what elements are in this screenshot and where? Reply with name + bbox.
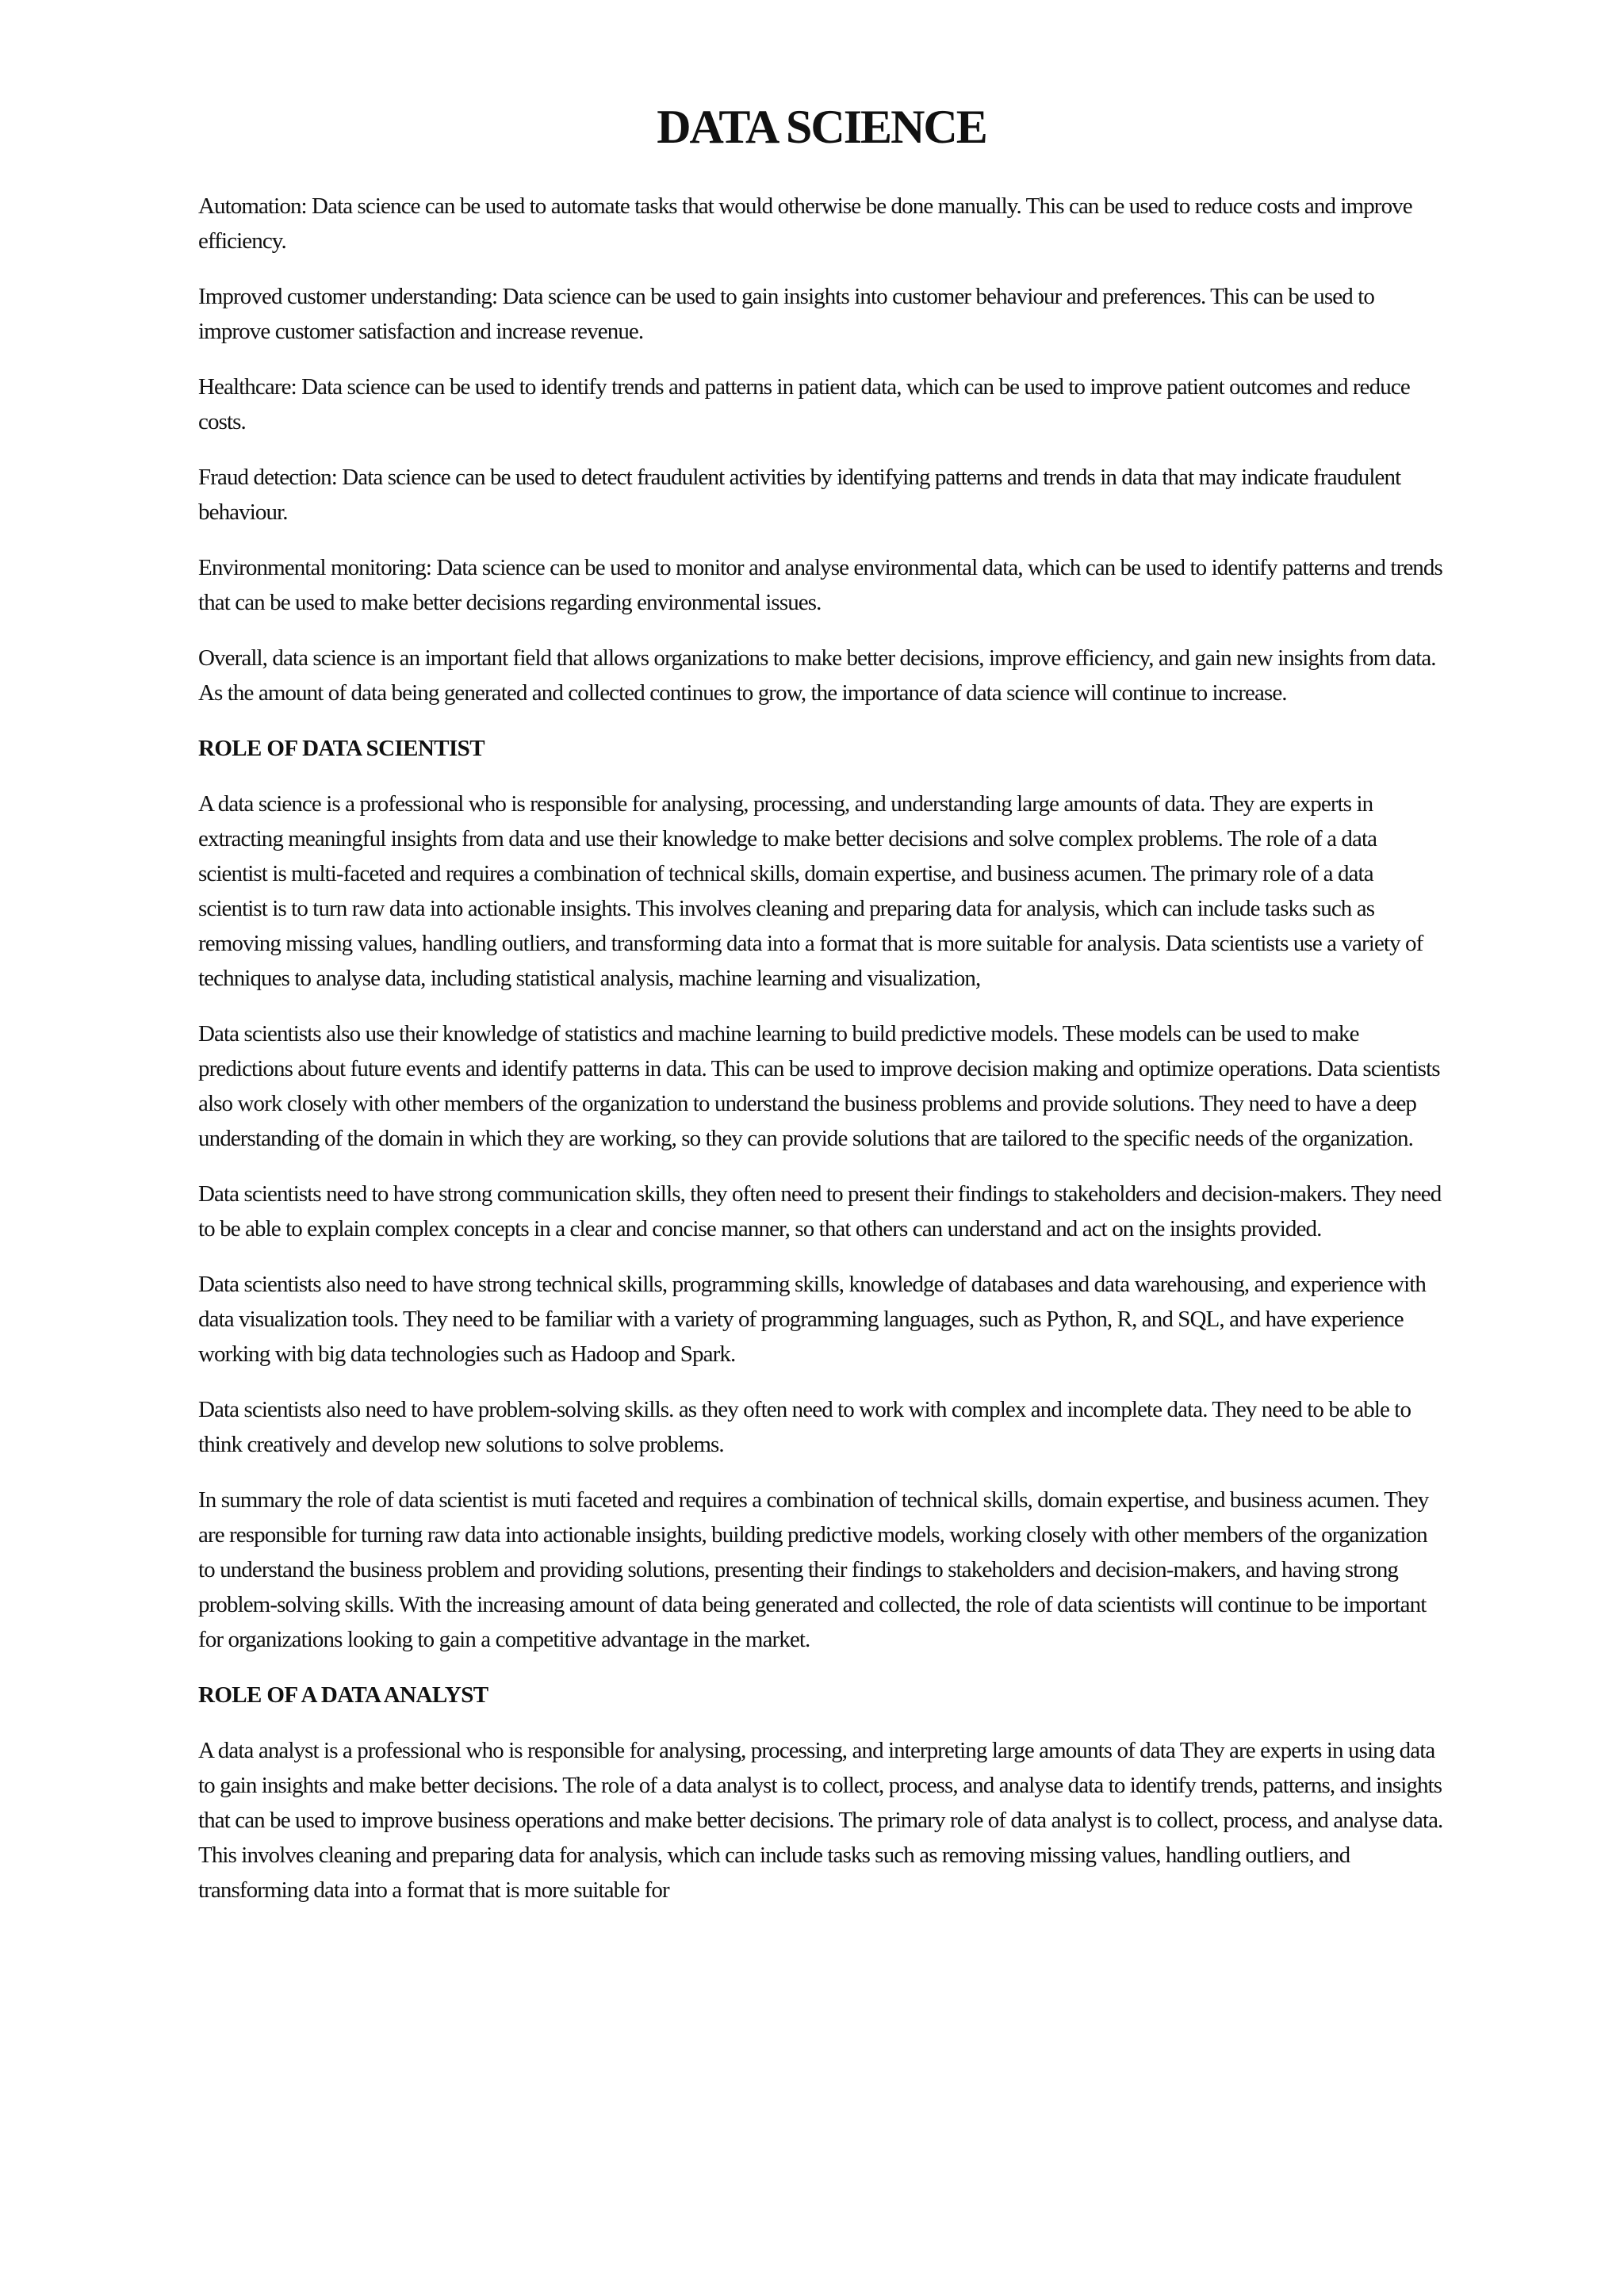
document-page (198, 95, 1445, 1928)
document-title: DATA SCIENCE (657, 101, 986, 153)
paragraph-scientist-4: Data scientists also need to have strong technical skills, programming skills, knowledge of databases and data warehousing, and experience with data visualization tools. They need to be familiar with a variety of programming languages, such as Python, R, and SQL, and have experience working with big data technologies such as Hadoop and Spark. (198, 1272, 1427, 1367)
paragraph-fraud-detection: Fraud detection: Data science can be used to detect fraudulent activities by identifying patterns and trends in data that may indicate fraudulent behaviour. (198, 465, 1401, 525)
paragraph-scientist-3: Data scientists need to have strong communication skills, they often need to present their findings to stakeholders and decision-makers. They need to be able to explain complex concepts in a clear and concise manner, so that others can understand and act on the insights provided. (198, 1181, 1442, 1242)
section-heading-data-scientist: ROLE OF DATA SCIENTIST (198, 736, 485, 761)
paragraph-scientist-6: In summary the role of data scientist is muti faceted and requires a combination of technical skills, domain expertise, and business acumen. They are responsible for turning raw data into actionable insights, building predictive models, working closely with other members of the organization to understand the business problem and providing solutions, presenting their findings to stakeholders and decision-makers, and having strong problem-solving skills. With the increasing amount of data being generated and collected, the role of data scientists will continue to be important for organizations looking to gain a competitive advantage in the market. (198, 1487, 1429, 1652)
paragraph-analyst-1: A data analyst is a professional who is responsible for analysing, processing, and interpreting large amounts of data They are experts in using data to gain insights and make better decisions. The role of a data analyst is to collect, process, and analyse data to identify trends, patterns, and insights that can be used to improve business operations and make better decisions. The primary role of data analyst is to collect, process, and analyse data. This involves cleaning and preparing data for analysis, which can include tasks such as removing missing values, handling outliers, and transforming data into a format that is more suitable for (198, 1738, 1443, 1903)
paragraph-scientist-2: Data scientists also use their knowledge of statistics and machine learning to build predictive models. These models can be used to make predictions about future events and identify patterns in data. This can be used to improve decision making and optimize operations. Data scientists also work closely with other members of the organization to understand the business problems and provide solutions. They need to have a deep understanding of the domain in which they are working, so they can provide solutions that are tailored to the specific needs of the organization. (198, 1021, 1440, 1151)
paragraph-environmental-monitoring: Environmental monitoring: Data science can be used to monitor and analyse environmental data, which can be used to identify patterns and trends that can be used to make better decisions regarding environmental issues. (198, 555, 1442, 615)
paragraph-automation: Automation: Data science can be used to automate tasks that would otherwise be done manually. This can be used to reduce costs and improve efficiency. (198, 193, 1412, 254)
paragraph-healthcare: Healthcare: Data science can be used to identify trends and patterns in patient data, which can be used to improve patient outcomes and reduce costs. (198, 374, 1410, 434)
paragraph-customer-understanding: Improved customer understanding: Data science can be used to gain insights into customer behaviour and preferences. This can be used to improve customer satisfaction and increase revenue. (198, 284, 1374, 344)
paragraph-scientist-1: A data science is a professional who is responsible for analysing, processing, and understanding large amounts of data. They are experts in extracting meaningful insights from data and use their knowledge to make better decisions and solve complex problems. The role of a data scientist is multi-faceted and requires a combination of technical skills, domain expertise, and business acumen. The primary role of a data scientist is to turn raw data into actionable insights. This involves cleaning and preparing data for analysis, which can include tasks such as removing missing values, handling outliers, and transforming data into a format that is more suitable for analysis. Data scientists use a variety of techniques to analyse data, including statistical analysis, machine learning and visualization, (198, 791, 1423, 991)
paragraph-overall: Overall, data science is an important field that allows organizations to make better decisions, improve efficiency, and gain new insights from data. As the amount of data being generated and collected continues to grow, the importance of data science will continue to increase. (198, 645, 1436, 706)
section-heading-data-analyst: ROLE OF A DATA ANALYST (198, 1682, 488, 1708)
paragraph-scientist-5: Data scientists also need to have problem-solving skills. as they often need to work with complex and incomplete data. They need to be able to think creatively and develop new solutions to solve problems. (198, 1397, 1411, 1457)
